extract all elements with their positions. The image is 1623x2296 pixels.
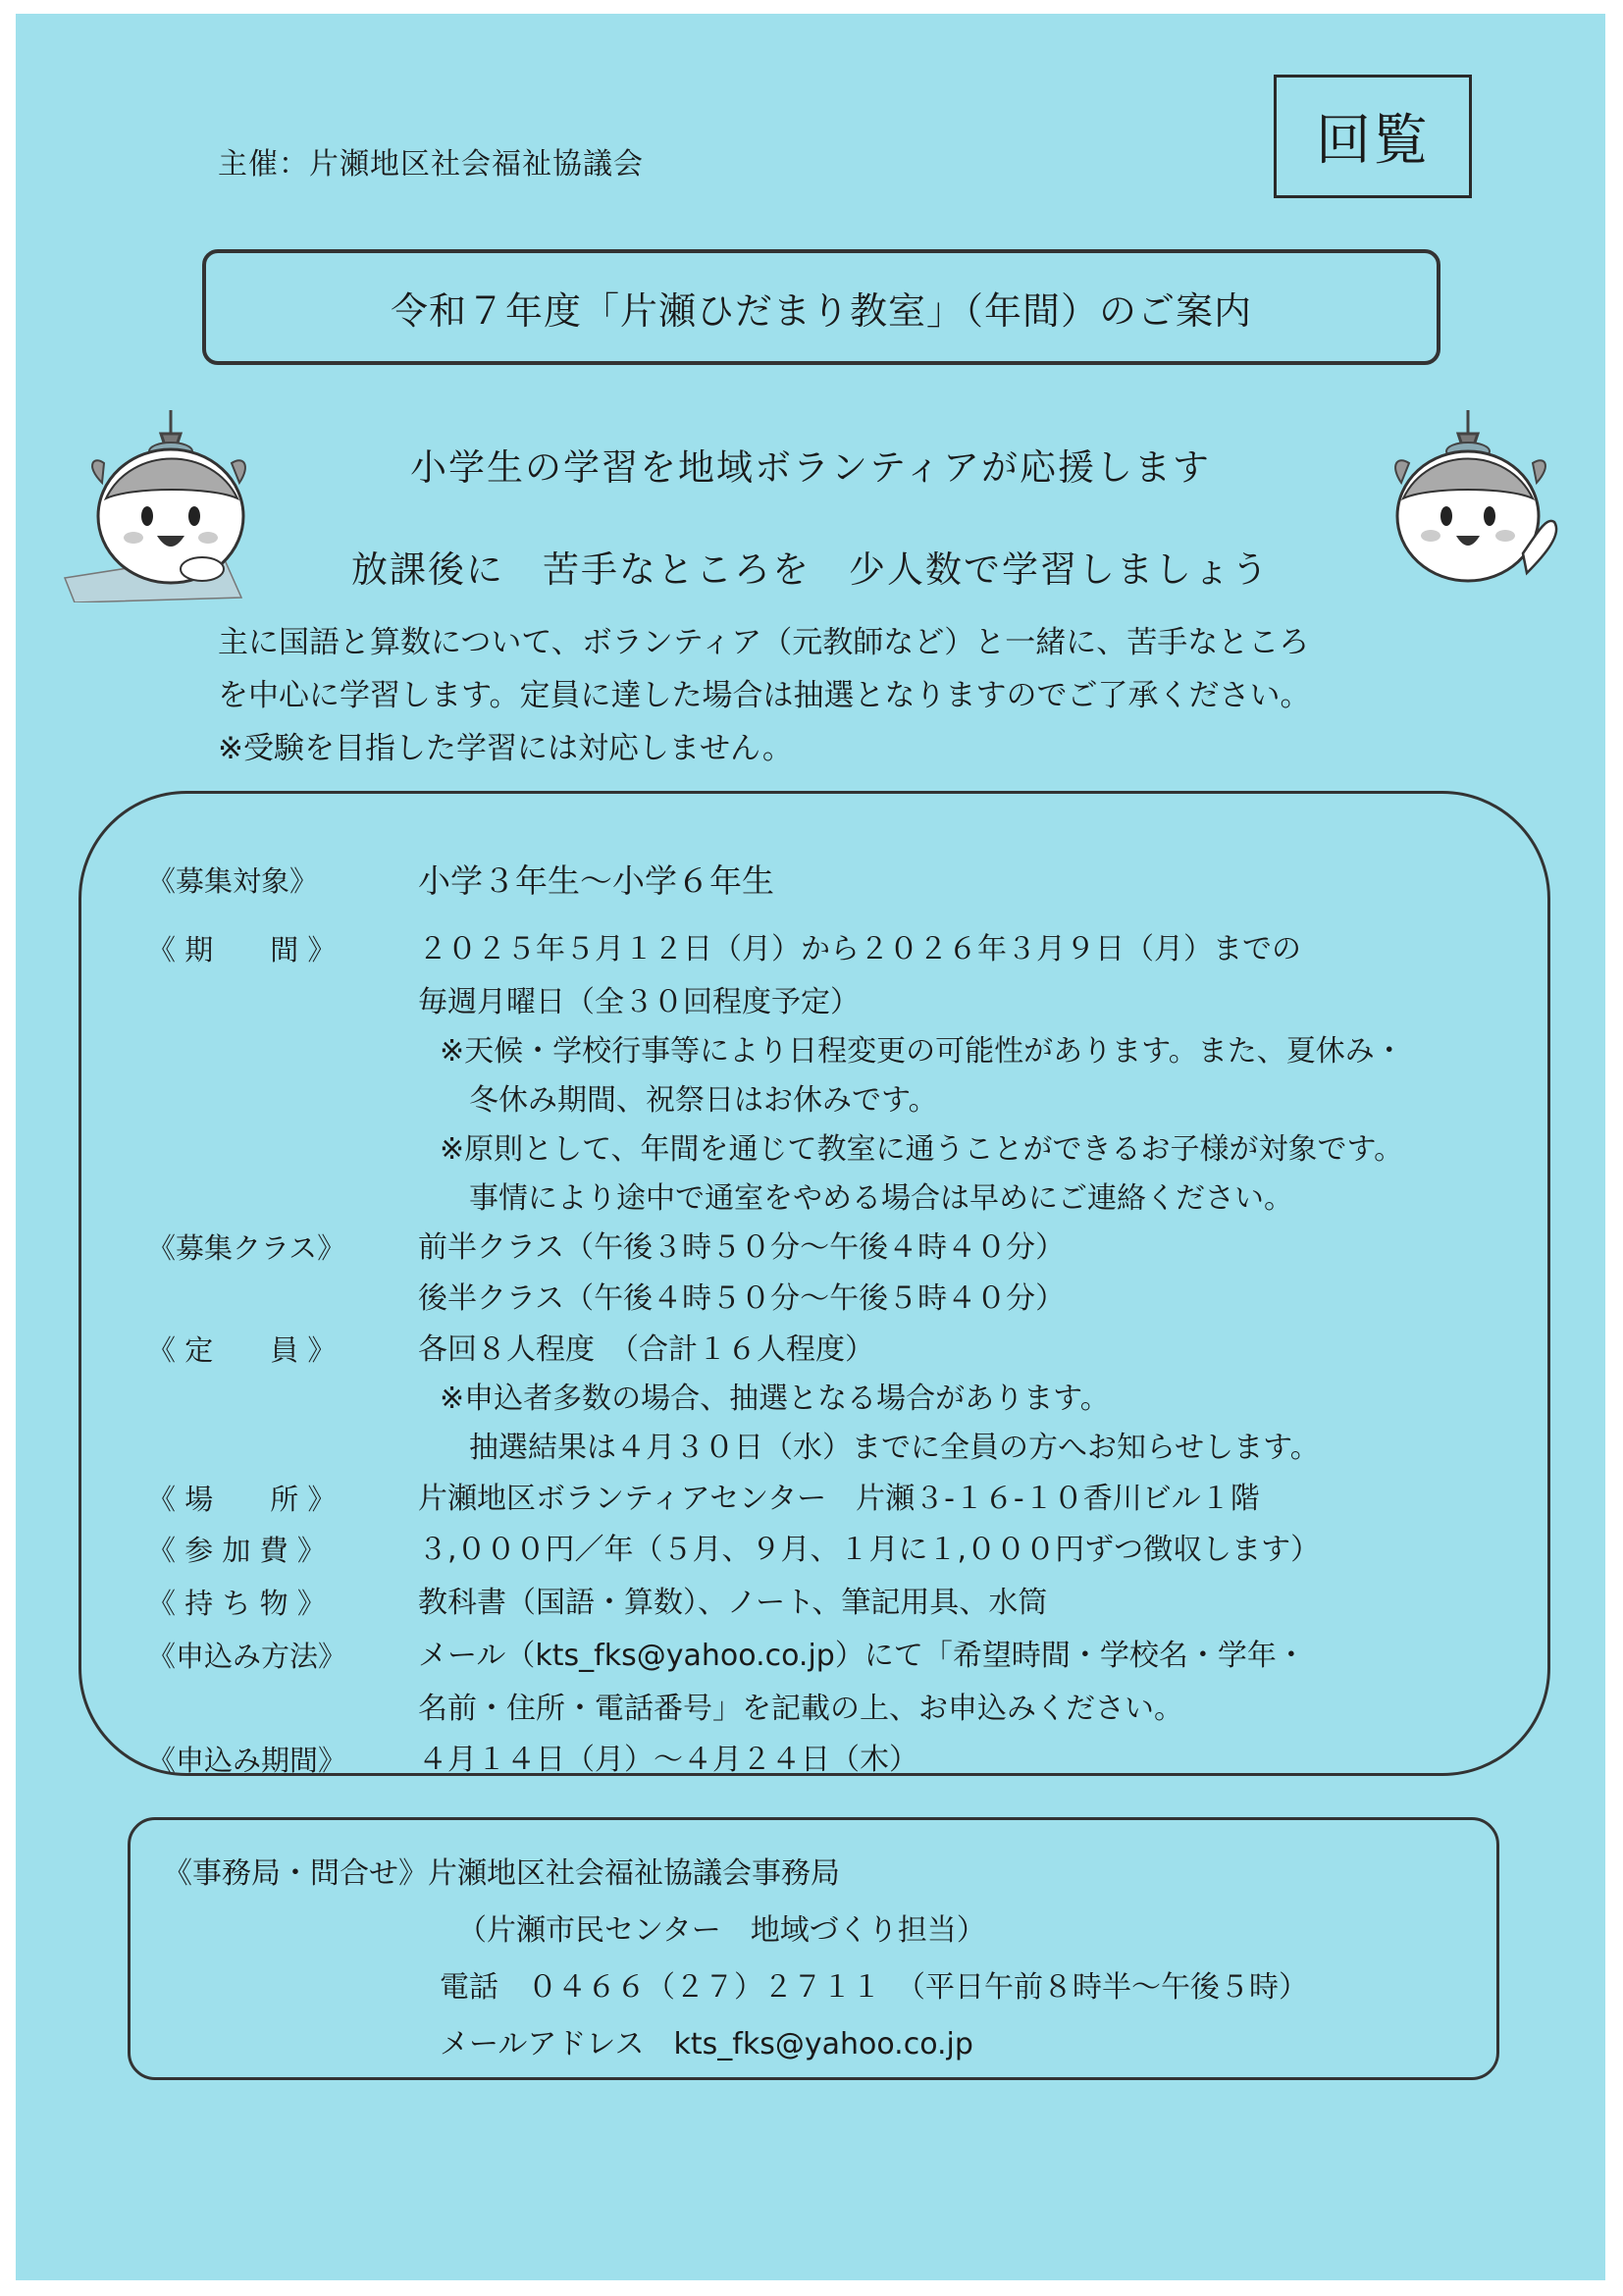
items-label: 《 持 ち 物 》 [147,1587,326,1620]
intro-line-2: を中心に学習します。定員に達した場合は抽選となりますのでご了承ください。 [218,678,1311,713]
period-line-4: 冬休み期間、祝祭日はお休みです。 [469,1083,938,1118]
period-line-3: ※天候・学校行事等により日程変更の可能性があります。また、夏休み・ [440,1034,1404,1069]
class-label: 《募集クラス》 [147,1231,346,1265]
intro-line-3: ※受験を目指した学習には対応しません。 [218,731,793,766]
contact-line-2: （片瀬市民センター 地域づくり担当） [457,1913,986,1948]
class-line-2: 後半クラス（午後４時５０分～午後５時４０分） [418,1281,1066,1316]
period-label: 《 期 間 》 [147,933,337,966]
intro-line-1: 主に国語と算数について、ボランティア（元教師など）と一緒に、苦手なところ [218,625,1310,660]
period-line-1: ２０２５年５月１２日（月）から２０２６年３月９日（月）までの [418,932,1301,966]
period-line-2: 毎週月曜日（全３０回程度予定） [418,985,860,1019]
circulation-stamp: 回覧 [1274,75,1472,198]
class-line-1: 前半クラス（午後３時５０分～午後４時４０分） [418,1230,1066,1265]
organizer-text: 主催：片瀬地区社会福祉協議会 [218,147,644,182]
intro-paragraph [218,616,1444,775]
fee-value: ３,０００円／年（５月、９月、１月に１,０００円ずつ徴収します） [418,1533,1321,1567]
apply-period-value: ４月１４日（月）～４月２４日（木） [418,1743,918,1777]
place-label: 《 場 所 》 [147,1483,337,1516]
target-label: 《募集対象》 [147,864,319,898]
target-value: 小学３年生～小学６年生 [418,861,774,900]
contact-phone: 電話 ０４６６（２７）２７１１ （平日午前８時半～午後５時） [440,1970,1308,2005]
contact-line-1: 《事務局・問合せ》片瀬地区社会福祉協議会事務局 [163,1856,840,1891]
lead-line-2: 放課後に 苦手なところを 少人数で学習しましょう [351,548,1270,591]
fee-label: 《 参 加 費 》 [147,1534,326,1567]
method-label: 《申込み方法》 [147,1640,347,1673]
lead-line-1: 小学生の学習を地域ボランティアが応援します [409,446,1212,489]
apply-period-label: 《申込み期間》 [147,1744,347,1777]
contact-email: メールアドレス kts_fks@yahoo.co.jp [440,2027,973,2061]
capacity-label: 《 定 員 》 [147,1333,337,1367]
page-title: 令和７年度「片瀬ひだまり教室」（年間）のご案内 [202,249,1440,365]
method-line-2: 名前・住所・電話番号」を記載の上、お申込みください。 [418,1692,1183,1726]
flyer-sheet [16,14,1605,2280]
items-value: 教科書（国語・算数）、ノート、筆記用具、水筒 [418,1586,1048,1620]
capacity-line-1: 各回８人程度 （合計１６人程度） [418,1332,874,1367]
place-value: 片瀬地区ボランティアセンター 片瀬３-１６-１０香川ビル１階 [418,1482,1260,1516]
capacity-line-3: 抽選結果は４月３０日（水）までに全員の方へお知らせします。 [469,1431,1320,1465]
capacity-line-2: ※申込者多数の場合、抽選となる場合があります。 [440,1382,1110,1416]
period-line-5: ※原則として、年間を通じて教室に通うことができるお子様が対象です。 [440,1132,1404,1167]
method-line-1: メール（kts_fks@yahoo.co.jp）にて「希望時間・学校名・学年・ [418,1639,1306,1673]
period-line-6: 事情により途中で通室をやめる場合は早めにご連絡ください。 [469,1181,1293,1216]
